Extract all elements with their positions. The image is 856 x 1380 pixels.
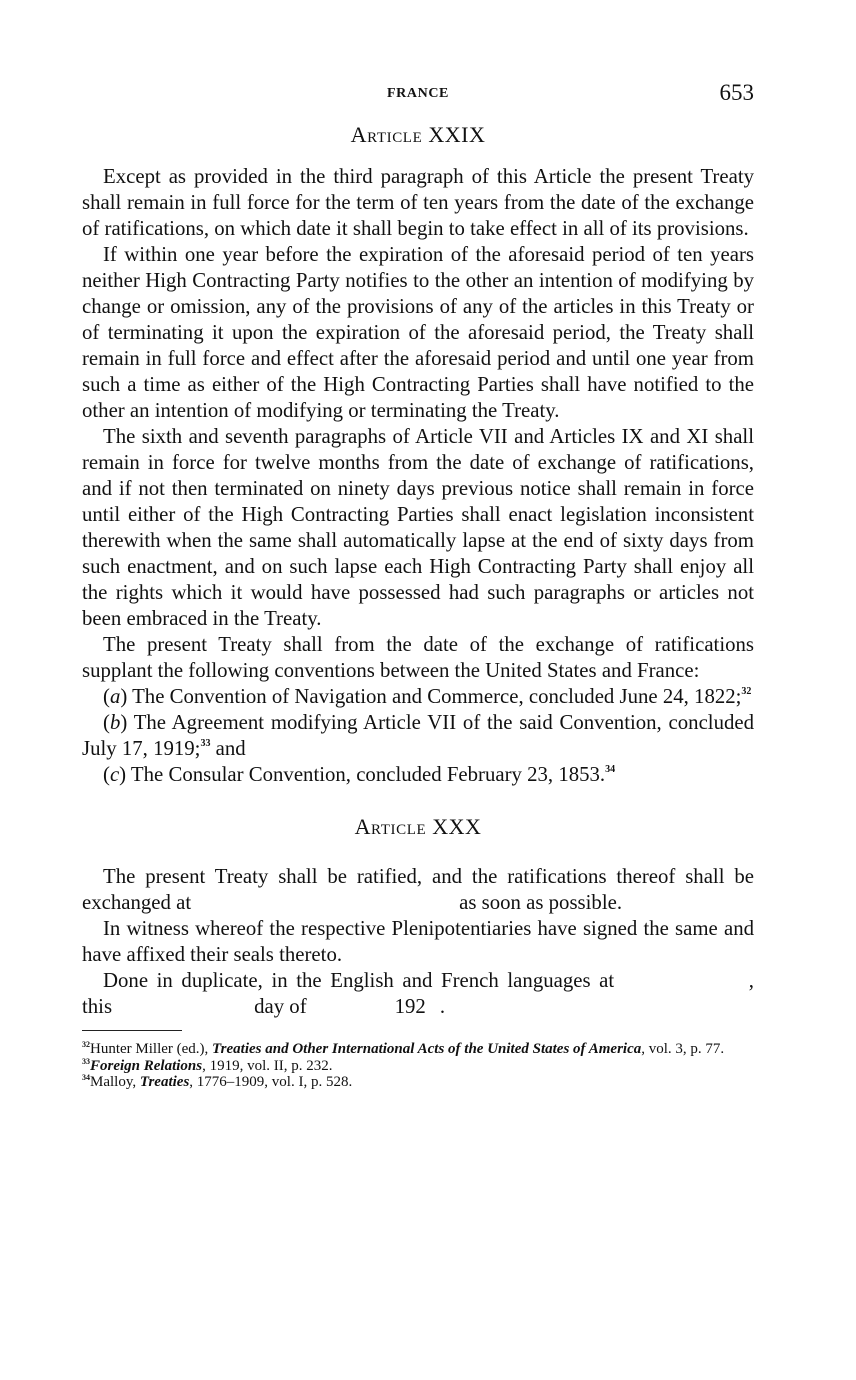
article-30-heading-word: Article [354, 814, 427, 839]
footnote-34-mark: 34 [82, 1073, 90, 1082]
footnote-34 [82, 1074, 754, 1091]
article-29-heading-word: Article [350, 122, 423, 147]
list-item-a-text: The Convention of Navigation and Commerce, concluded June 24, 1822; [132, 685, 742, 708]
footnote-33 [82, 1058, 754, 1075]
list-item-b-text: The Agreement modifying Article VII of the said Convention, concluded July 17, 1919; [82, 711, 755, 760]
running-title: FRANCE [387, 86, 449, 101]
article-29-heading [82, 122, 754, 148]
article-29-paragraph-3: The sixth and seventh paragraphs of Article VII and Articles IX and XI shall remain in force for twelve months from the date of exchange of ratifications, and if not then terminated on ninety days previous notice shall remain in force until either of the High Contracting Parties shall enact legislation inconsistent therewith when the same shall automatically lapse at the end of sixty days from such enactment, and on such lapse each High Contracting Party shall enjoy all the rights which it would have possessed had such paragraphs or articles not been embraced in the Treaty. [82, 425, 754, 630]
article-30-end-period: . [439, 995, 446, 1018]
footnote-34-after: , 1776–1909, vol. I, p. 528. [189, 1074, 353, 1090]
footnote-32 [82, 1041, 754, 1058]
footnote-ref-32: 32 [741, 686, 752, 697]
footnote-32-after: , vol. 3, p. 77. [641, 1041, 725, 1057]
article-29-heading-numeral: XXIX [428, 122, 486, 147]
list-item-a: (a) The Convention of Navigation and Commerce, concluded June 24, 1822;$^{32}$ [103, 685, 752, 708]
article-29-paragraph-1: Except as provided in the third paragraph of this Article the present Treaty shall remain in full force for the term of ten years from the date of the exchange of ratifications, on which date it shall begin to take effect in all of its provisions. [82, 165, 754, 240]
article-30-paragraph-2: In witness whereof the respective Plenipotentiaries have signed the same and have affixed their seals thereto. [82, 917, 754, 966]
list-item-a-label: a [109, 685, 121, 708]
article-30-year: 192 [394, 995, 426, 1018]
article-29-paragraph-4: The present Treaty shall from the date of the exchange of ratifications supplant the following conventions between the United States and France: [82, 633, 754, 682]
list-item-c: (c) The Consular Convention, concluded February 23, 1853.34 [103, 763, 616, 786]
page-number: 653 [719, 80, 754, 105]
list-item-b-tail: and [215, 737, 246, 760]
article-30-heading-numeral: XXX [432, 814, 482, 839]
running-header [82, 78, 754, 112]
article-30-paragraph-3 [82, 968, 754, 1020]
footnotes [82, 1041, 754, 1091]
footnote-32-title: Treaties and Other International Acts of the United States of America [212, 1041, 642, 1057]
footnote-32-before: Hunter Miller (ed.), [90, 1041, 213, 1057]
article-30-paragraph-3-start: Done in duplicate, in the English and French languages at [103, 969, 615, 992]
footnote-ref-34: 34 [605, 764, 616, 775]
footnote-34-before: Malloy, [90, 1074, 140, 1090]
footnote-33-title: Foreign Relations [90, 1057, 203, 1074]
footnote-34-title: Treaties [139, 1074, 190, 1090]
document-page [82, 78, 754, 1091]
list-item-b-label: b [109, 711, 121, 734]
list-item-c-text: The Consular Convention, concluded February 23, 1853. [130, 763, 606, 786]
article-30-this: , this [82, 969, 754, 1018]
footnote-32-mark: 32 [82, 1040, 90, 1049]
footnote-rule [82, 1030, 182, 1031]
footnote-33-mark: 33 [82, 1056, 90, 1066]
article-29-paragraph-2: If within one year before the expiration of the aforesaid period of ten years neither High Contracting Party notifies to the other an intention of modifying by change or omission, any of the provisions of any of the articles in this Treaty or of terminating it upon the expiration of the aforesaid period, the Treaty shall remain in full force and effect after the aforesaid period and until one year from such a time as either of the High Contracting Parties shall have notified to the other an intention of modifying or terminating the Treaty. [82, 243, 754, 422]
article-30-day-of: day of [254, 995, 307, 1018]
list-item-b: (b) The Agreement modifying Article VII of the said Convention, concluded July 17, 1919;$^{33}$ and [82, 711, 755, 760]
article-30-paragraph-1-end: as soon as possible. [459, 891, 623, 914]
article-30-paragraph-1-start: The present Treaty shall be ratified, and the ratifications thereof shall be exchanged at [82, 865, 754, 914]
footnote-ref-33: 33 [200, 738, 211, 749]
article-30-heading [82, 814, 754, 840]
footnote-33-after: , 1919, vol. II, p. 232. [202, 1057, 333, 1074]
list-item-c-label: c [109, 763, 120, 786]
article-30-paragraph-1 [82, 864, 754, 916]
